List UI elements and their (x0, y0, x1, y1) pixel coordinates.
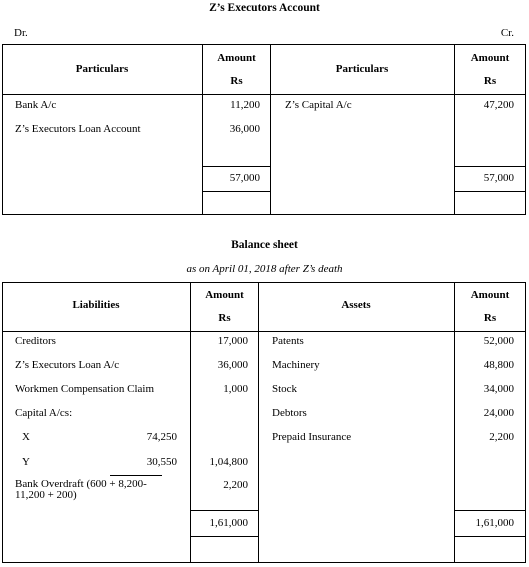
capital-partner: X (22, 431, 30, 443)
asset-name: Prepaid Insurance (272, 431, 352, 443)
cr-amount-header: Amount (470, 52, 510, 64)
capital-value: 74,250 (146, 431, 177, 443)
dr-rs-header: Rs (230, 75, 243, 87)
asset-name: Stock (272, 383, 298, 395)
liability-name: Workmen Compensation Claim (15, 383, 155, 395)
overdraft-amount: 2,200 (223, 479, 248, 491)
assets-rs-header: Rs (483, 312, 497, 324)
balance-sheet-subtitle: as on April 01, 2018 after Z’s death (186, 263, 343, 275)
dr-particulars-header: Particulars (75, 63, 129, 75)
asset-amount: 34,000 (483, 383, 514, 395)
account-title: Z’s Executors Account (209, 2, 320, 14)
asset-name: Debtors (272, 407, 307, 419)
dr-label: Dr. (14, 27, 28, 39)
assets-amount-header: Amount (470, 289, 510, 301)
balance-sheet-title: Balance sheet (231, 239, 298, 251)
liabilities-total: 1,61,000 (209, 517, 248, 529)
cr-label: Cr. (500, 27, 514, 39)
assets-total: 1,61,000 (475, 517, 514, 529)
credit-amount: 47,200 (483, 99, 514, 111)
debit-particular: Bank A/c (15, 99, 57, 111)
capital-total: 1,04,800 (209, 456, 248, 468)
liability-amount: 36,000 (217, 359, 248, 371)
asset-amount: 48,800 (483, 359, 514, 371)
dr-amount-header: Amount (217, 52, 256, 64)
liabilities-header: Liabilities (72, 299, 120, 311)
asset-amount: 2,200 (489, 431, 514, 443)
liability-name: Creditors (15, 335, 56, 347)
debit-amount: 11,200 (230, 99, 260, 111)
liab-amount-header: Amount (205, 289, 244, 301)
cr-rs-header: Rs (483, 75, 497, 87)
debit-amount: 36,000 (229, 123, 260, 135)
overdraft-line-1: Bank Overdraft (600 + 8,200- (15, 478, 147, 490)
credit-particular: Z’s Capital A/c (285, 99, 352, 111)
debit-total: 57,000 (229, 172, 260, 184)
capital-value: 30,550 (146, 456, 177, 468)
asset-name: Machinery (272, 359, 320, 371)
asset-amount: 52,000 (483, 335, 514, 347)
liab-rs-header: Rs (218, 312, 231, 324)
assets-header: Assets (341, 299, 371, 311)
liability-name: Capital A/cs: (15, 407, 73, 419)
capital-partner: Y (22, 456, 30, 468)
liability-name: Z’s Executors Loan A/c (15, 359, 120, 371)
debit-particular: Z’s Executors Loan Account (15, 123, 141, 135)
asset-amount: 24,000 (483, 407, 514, 419)
liability-amount: 1,000 (223, 383, 248, 395)
credit-total: 57,000 (483, 172, 514, 184)
liability-amount: 17,000 (217, 335, 248, 347)
overdraft-label (15, 479, 147, 501)
asset-name: Patents (272, 335, 304, 347)
cr-particulars-header: Particulars (335, 63, 389, 75)
overdraft-line-2: 11,200 + 200) (15, 489, 77, 501)
